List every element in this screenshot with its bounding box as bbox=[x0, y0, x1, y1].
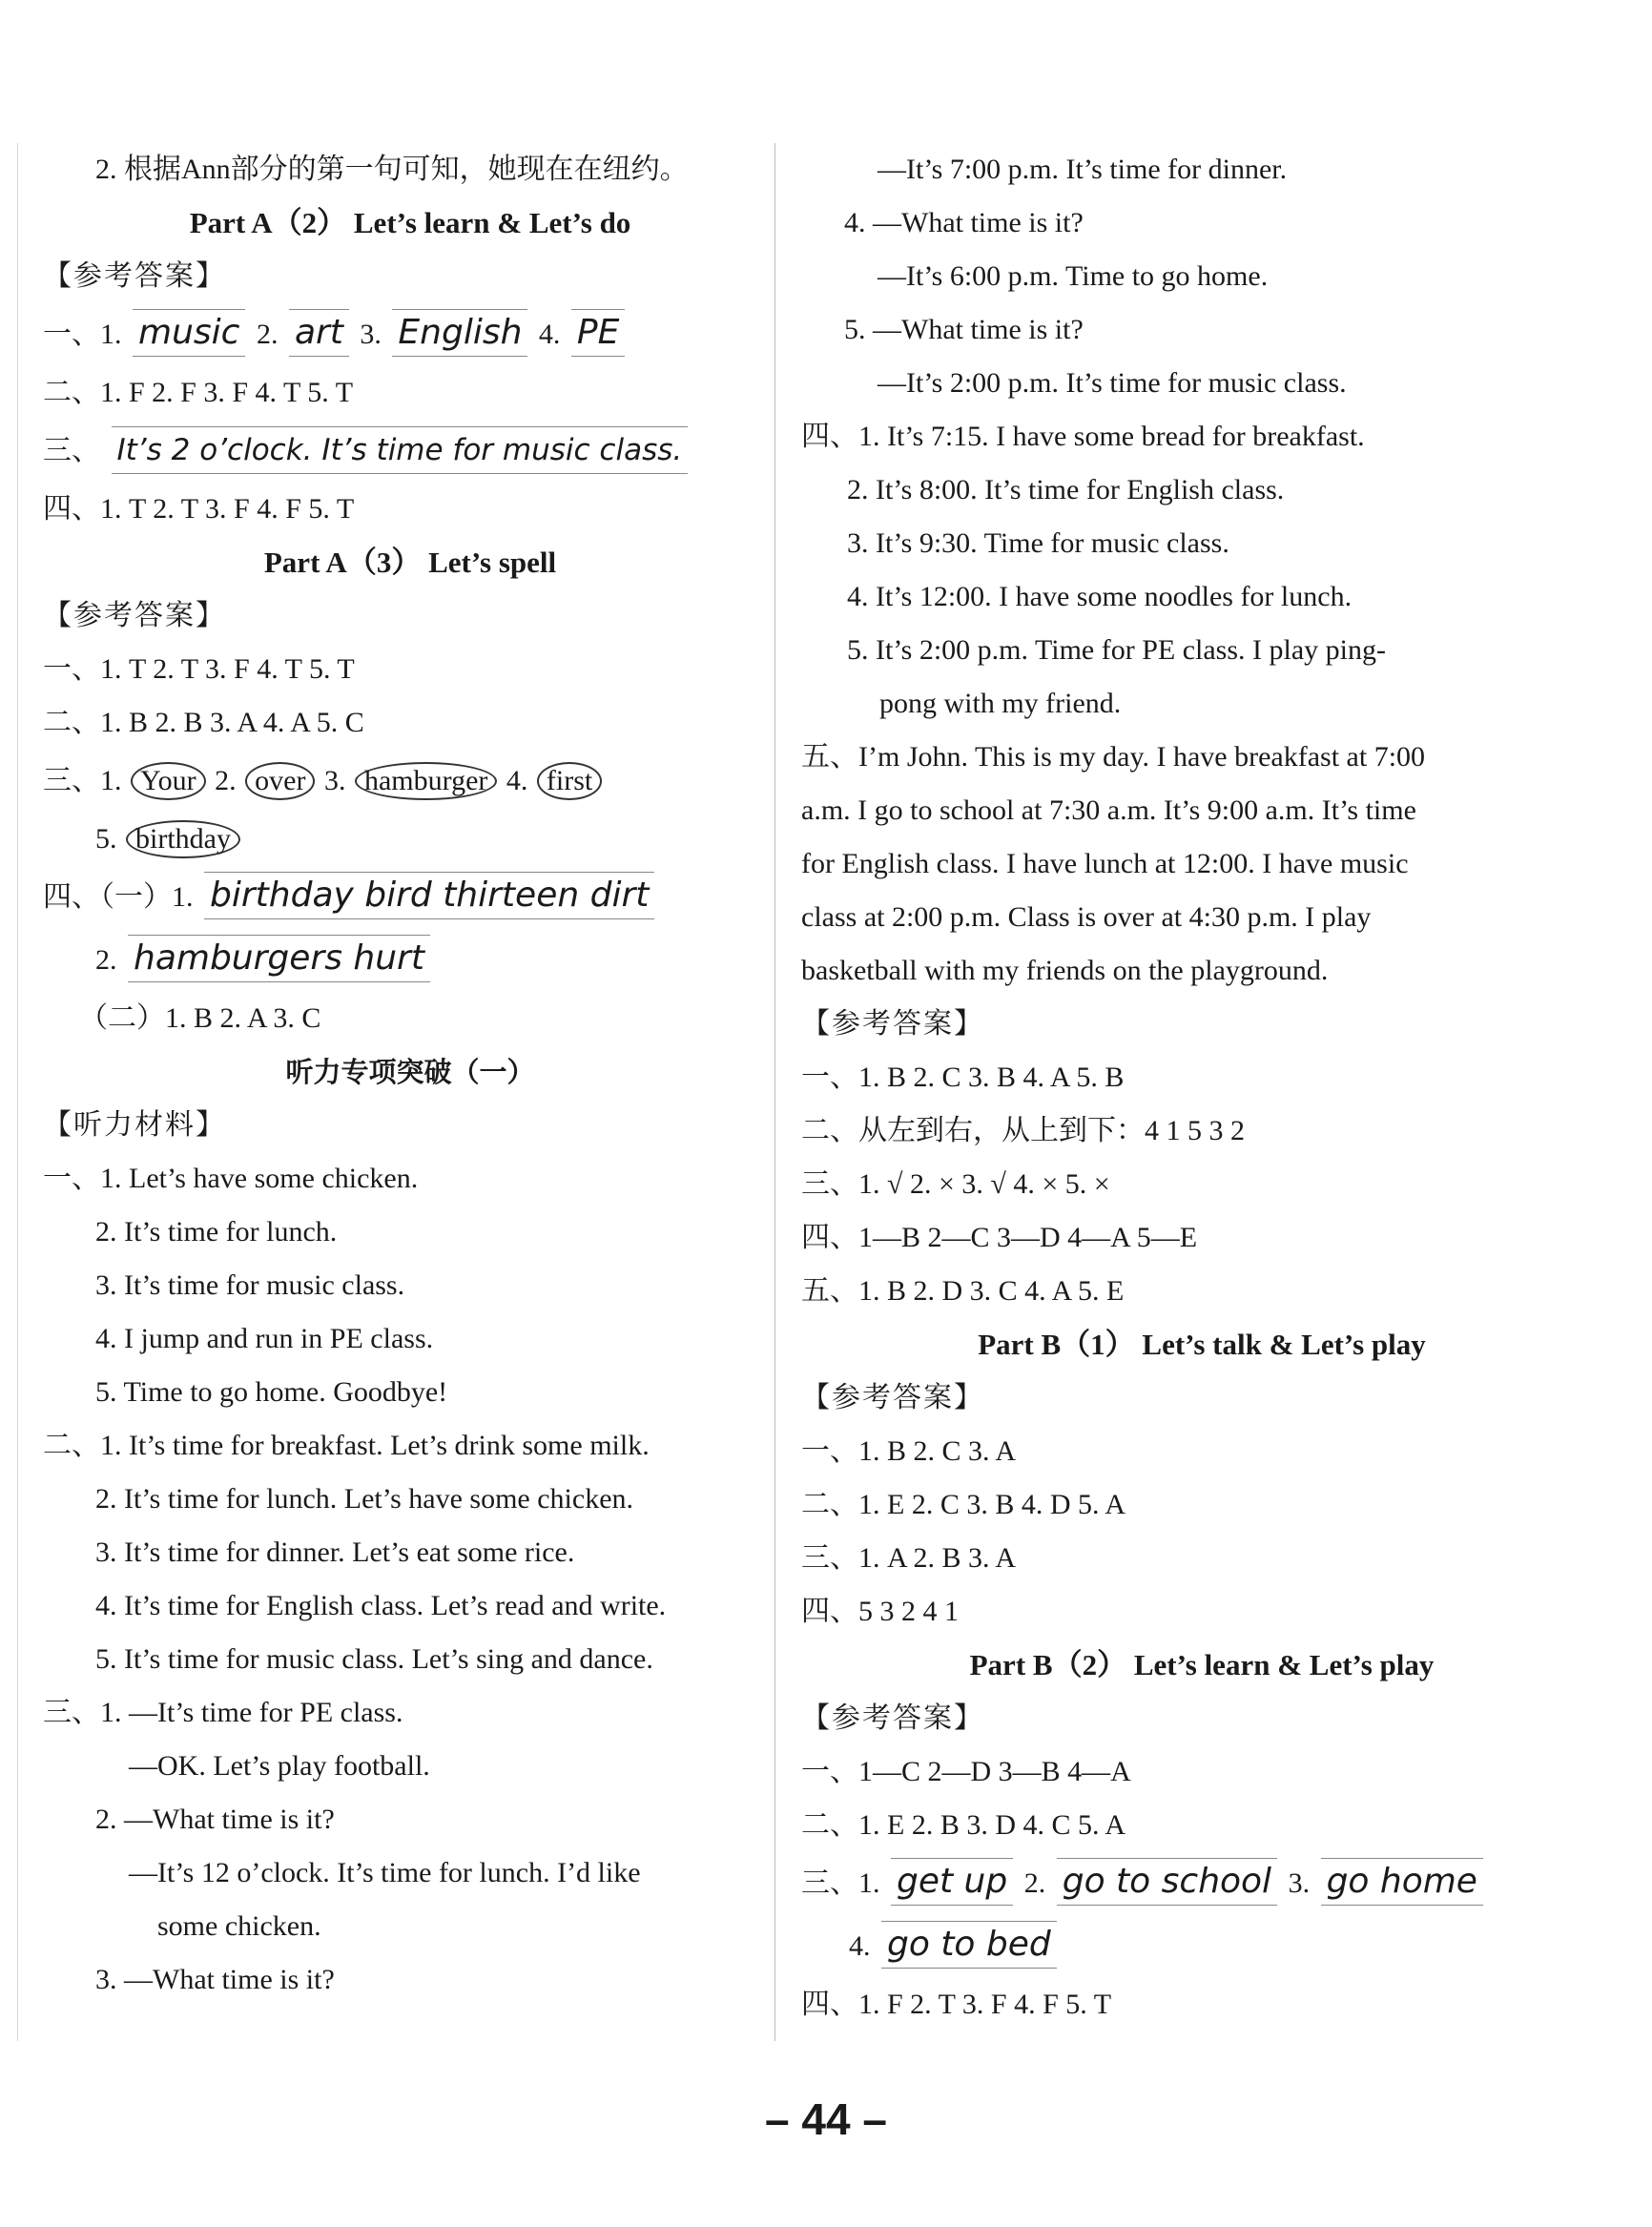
answer-label: 【参考答案】 bbox=[801, 1702, 984, 1734]
section-heading: Part B（1） Let’s talk & Let’s play bbox=[978, 1328, 1426, 1361]
page-number: – 44 – bbox=[765, 2094, 887, 2144]
text-line: —It’s 7:00 p.m. It’s time for dinner. bbox=[878, 154, 1288, 185]
text-line: —OK. Let’s play football. bbox=[129, 1750, 430, 1782]
answer-label: 【参考答案】 bbox=[43, 600, 226, 631]
section-heading: Part A（3） Let’s spell bbox=[263, 546, 557, 579]
text-line: 3. bbox=[323, 765, 346, 796]
answer-line bbox=[43, 929, 777, 992]
text-line: 5. It’s time for music class. Let’s sing and dance. bbox=[95, 1643, 653, 1675]
handwritten-answer: art bbox=[289, 309, 349, 357]
answer-line: 一、1. T 2. T 3. F 4. T 5. T bbox=[43, 653, 355, 685]
text-line: —It’s 12 o’clock. It’s time for lunch. I’d like bbox=[129, 1857, 641, 1888]
answer-line: 四、1. T 2. T 3. F 4. F 5. T bbox=[43, 493, 355, 525]
material-label: 【听力材料】 bbox=[43, 1109, 226, 1141]
answer-line: 四、1—B 2—C 3—D 4—A 5—E bbox=[801, 1222, 1198, 1253]
text-line: 2. bbox=[215, 765, 237, 796]
circled-word: first bbox=[537, 762, 602, 800]
handwritten-answer: hamburgers hurt bbox=[128, 935, 430, 982]
text-line: basketball with my friends on the playground. bbox=[801, 955, 1329, 986]
answer-line: 三、1. A 2. B 3. A bbox=[801, 1542, 1017, 1574]
circled-word: over bbox=[245, 762, 315, 800]
handwritten-answer: It’s 2 o’clock. It’s time for music class. bbox=[112, 426, 689, 474]
answer-line: 二、1. E 2. B 3. D 4. C 5. A bbox=[801, 1809, 1126, 1841]
text-line: 2. bbox=[1023, 1867, 1046, 1899]
text-line: 4. bbox=[506, 765, 528, 796]
text-line: —It’s 6:00 p.m. Time to go home. bbox=[878, 260, 1269, 292]
text-line: 4. It’s 12:00. I have some noodles for lunch. bbox=[847, 581, 1353, 612]
text-line: 一、1. bbox=[43, 319, 122, 350]
left-column bbox=[43, 143, 777, 2007]
handwritten-answer: English bbox=[392, 309, 527, 357]
text-line: 四、1. It’s 7:15. I have some bread for breakfast. bbox=[801, 421, 1365, 452]
answer-line bbox=[43, 303, 777, 366]
answer-line: 二、1. E 2. C 3. B 4. D 5. A bbox=[801, 1489, 1126, 1520]
handwritten-answer: go to bed bbox=[881, 1921, 1057, 1969]
answer-line bbox=[43, 813, 777, 866]
text-line: pong with my friend. bbox=[879, 688, 1122, 719]
text-line: 5. It’s 2:00 p.m. Time for PE class. I play ping- bbox=[847, 634, 1386, 666]
text-line: 2. —What time is it? bbox=[95, 1804, 335, 1835]
text-line: 2. bbox=[256, 319, 279, 350]
section-heading: Part B（2） Let’s learn & Let’s play bbox=[969, 1648, 1435, 1681]
text-line: —It’s 2:00 p.m. It’s time for music class. bbox=[878, 367, 1347, 399]
answer-line bbox=[43, 420, 777, 483]
text-line: 五、I’m John. This is my day. I have breakfast at 7:00 bbox=[801, 741, 1426, 773]
answer-line: 二、1. B 2. B 3. A 4. A 5. C bbox=[43, 707, 364, 738]
text-line: 5. Time to go home. Goodbye! bbox=[95, 1376, 448, 1408]
answer-line bbox=[43, 750, 777, 813]
section-heading: Part A（2） Let’s learn & Let’s do bbox=[189, 206, 631, 239]
text-line: 2. It’s 8:00. It’s time for English class. bbox=[847, 474, 1285, 505]
text-line: 3. —What time is it? bbox=[95, 1964, 335, 1995]
answer-line bbox=[801, 1852, 1602, 1915]
text-line: 2. It’s time for lunch. Let’s have some chicken. bbox=[95, 1483, 634, 1515]
text-line: class at 2:00 p.m. Class is over at 4:30 p.m. I play bbox=[801, 901, 1372, 933]
answer-label: 【参考答案】 bbox=[801, 1382, 984, 1413]
handwritten-answer: birthday bird thirteen dirt bbox=[204, 872, 654, 919]
answer-line: 四、1. F 2. T 3. F 4. F 5. T bbox=[801, 1989, 1112, 2020]
answer-line: 三、1. √ 2. × 3. √ 4. × 5. × bbox=[801, 1168, 1110, 1200]
text-line: for English class. I have lunch at 12:00. I have music bbox=[801, 848, 1409, 879]
text-line: a.m. I go to school at 7:30 a.m. It’s 9:00 a.m. It’s time bbox=[801, 794, 1416, 826]
text-line: 3. bbox=[360, 319, 382, 350]
answer-line bbox=[43, 866, 777, 929]
circled-word: Your bbox=[131, 762, 206, 800]
answer-line: 二、从左到右，从上到下：4 1 5 3 2 bbox=[801, 1115, 1245, 1146]
answer-line: 五、1. B 2. D 3. C 4. A 5. E bbox=[801, 1275, 1125, 1307]
text-line: 三、1. —It’s time for PE class. bbox=[43, 1697, 403, 1728]
text-line: 二、1. It’s time for breakfast. Let’s drink some milk. bbox=[43, 1430, 650, 1461]
text-line: 3. bbox=[1288, 1867, 1311, 1899]
text-line: 四、（一）1. bbox=[43, 881, 194, 913]
answer-line: 一、1—C 2—D 3—B 4—A bbox=[801, 1756, 1131, 1787]
text-line: 一、1. Let’s have some chicken. bbox=[43, 1163, 419, 1194]
text-line: 3. It’s time for dinner. Let’s eat some rice. bbox=[95, 1536, 575, 1568]
text-line: 2. bbox=[95, 944, 117, 976]
text-line: 三、 bbox=[43, 435, 100, 466]
text-line: 三、1. bbox=[43, 765, 122, 796]
answer-line: 二、1. F 2. F 3. F 4. T 5. T bbox=[43, 377, 354, 408]
right-column bbox=[801, 143, 1602, 2031]
answer-line: 一、1. B 2. C 3. A bbox=[801, 1435, 1017, 1467]
text-line: some chicken. bbox=[157, 1910, 321, 1942]
text-line: 5. bbox=[95, 823, 117, 855]
text-line: 4. It’s time for English class. Let’s read and write. bbox=[95, 1590, 667, 1621]
text-line: 三、1. bbox=[801, 1867, 880, 1899]
answer-label: 【参考答案】 bbox=[43, 260, 226, 292]
handwritten-answer: get up bbox=[891, 1858, 1013, 1906]
left-margin-rule bbox=[17, 143, 18, 2041]
handwritten-answer: go home bbox=[1321, 1858, 1483, 1906]
text-line: 5. —What time is it? bbox=[844, 314, 1084, 345]
text-line: 4. I jump and run in PE class. bbox=[95, 1323, 434, 1354]
answer-label: 【参考答案】 bbox=[801, 1008, 984, 1040]
handwritten-answer: PE bbox=[571, 309, 625, 357]
text-line: 3. It’s 9:30. Time for music class. bbox=[847, 527, 1229, 559]
text-line: 3. It’s time for music class. bbox=[95, 1269, 405, 1301]
text-line: 2. It’s time for lunch. bbox=[95, 1216, 338, 1248]
text-line: 2. 根据Ann部分的第一句可知，她现在在纽约。 bbox=[95, 154, 689, 185]
handwritten-answer: music bbox=[133, 309, 245, 357]
answer-line bbox=[801, 1915, 1602, 1978]
handwritten-answer: go to school bbox=[1057, 1858, 1277, 1906]
text-line: 4. bbox=[849, 1930, 871, 1962]
answer-line: （二）1. B 2. A 3. C bbox=[79, 1002, 321, 1034]
text-line: 4. —What time is it? bbox=[844, 207, 1084, 238]
circled-word: hamburger bbox=[355, 762, 497, 800]
text-line: 4. bbox=[538, 319, 561, 350]
answer-line: 一、1. B 2. C 3. B 4. A 5. B bbox=[801, 1062, 1125, 1093]
answer-line: 四、5 3 2 4 1 bbox=[801, 1596, 959, 1627]
section-heading: 听力专项突破（一） bbox=[285, 1056, 535, 1088]
circled-word: birthday bbox=[126, 820, 240, 858]
